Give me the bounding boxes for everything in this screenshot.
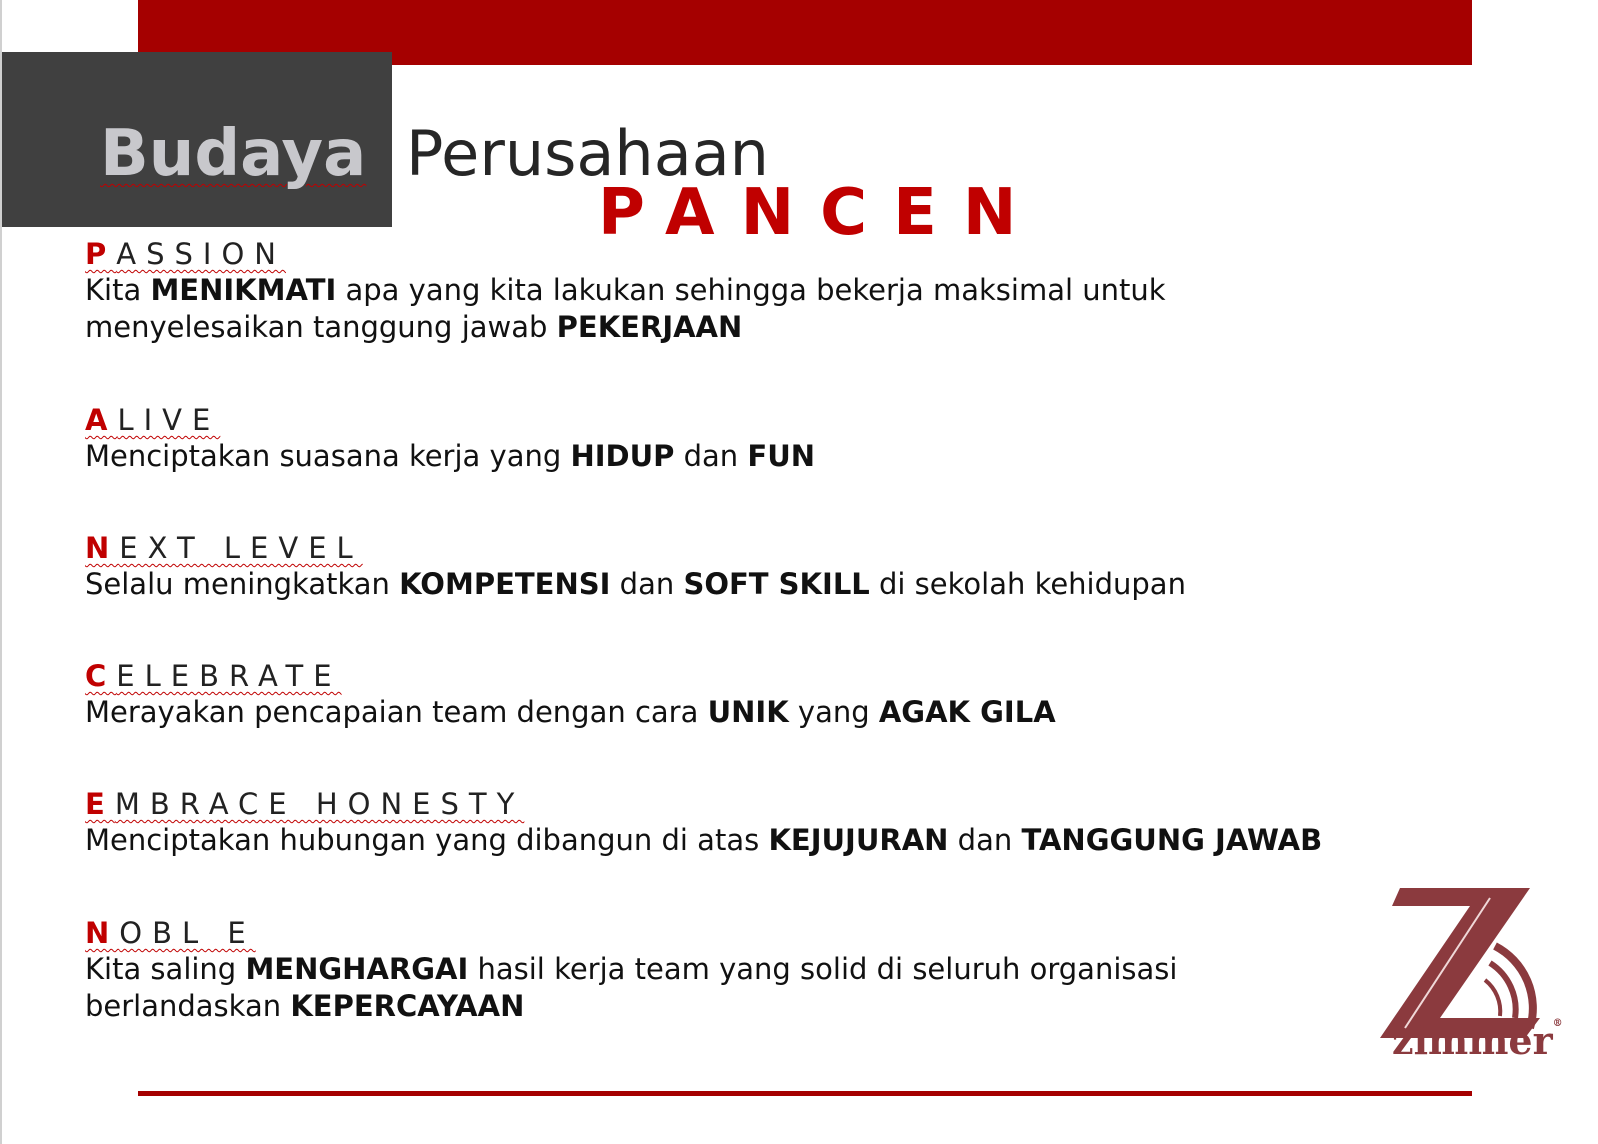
value-heading bbox=[85, 402, 815, 438]
value-heading-rest: ELEBRATE bbox=[116, 659, 342, 693]
value-initial: P bbox=[85, 237, 117, 271]
description-text: dan bbox=[610, 567, 684, 601]
value-initial: A bbox=[85, 403, 118, 437]
description-text: yang bbox=[788, 695, 879, 729]
description-text: apa yang kita lakukan sehingga bekerja maksimal untuk bbox=[336, 273, 1166, 307]
zimmer-logo-text: zimmer® bbox=[1392, 1018, 1563, 1063]
description-text: dan bbox=[948, 823, 1022, 857]
emphasis-text: MENIKMATI bbox=[150, 273, 337, 307]
value-initial: N bbox=[85, 916, 120, 950]
emphasis-text: SOFT SKILL bbox=[683, 567, 870, 601]
value-heading-rest: OBL E bbox=[119, 916, 256, 950]
description-text: hasil kerja team yang solid di seluruh organisasi bbox=[468, 952, 1178, 986]
description-text: berlandaskan bbox=[85, 989, 291, 1023]
value-item bbox=[85, 658, 1056, 731]
value-heading bbox=[85, 236, 1166, 272]
emphasis-text: KEPERCAYAAN bbox=[290, 989, 525, 1023]
description-text: Kita bbox=[85, 273, 151, 307]
value-item bbox=[85, 530, 1186, 603]
value-description bbox=[85, 951, 1177, 1025]
emphasis-text: HIDUP bbox=[570, 439, 675, 473]
value-heading bbox=[85, 786, 1322, 822]
description-text: dan bbox=[674, 439, 748, 473]
value-heading-rest: MBRACE HONESTY bbox=[114, 787, 525, 821]
value-heading-rest: LIVE bbox=[117, 403, 221, 437]
description-text: Merayakan pencapaian team dengan cara bbox=[85, 695, 708, 729]
description-text: Kita saling bbox=[85, 952, 246, 986]
description-text: Menciptakan hubungan yang dibangun di atas bbox=[85, 823, 769, 857]
value-initial: C bbox=[85, 659, 117, 693]
emphasis-text: PEKERJAAN bbox=[556, 310, 743, 344]
emphasis-text: UNIK bbox=[707, 695, 789, 729]
value-item bbox=[85, 236, 1166, 346]
title-light: Perusahaan bbox=[406, 117, 769, 190]
value-description bbox=[85, 822, 1322, 859]
emphasis-text: TANGGUNG JAWAB bbox=[1021, 823, 1323, 857]
emphasis-text: AGAK GILA bbox=[878, 695, 1056, 729]
value-heading bbox=[85, 915, 1177, 951]
value-item bbox=[85, 786, 1322, 859]
title-bold: Budaya bbox=[100, 117, 367, 191]
value-heading bbox=[85, 530, 1186, 566]
value-description bbox=[85, 694, 1056, 731]
description-text: Menciptakan suasana kerja yang bbox=[85, 439, 571, 473]
value-heading-rest: EXT LEVEL bbox=[119, 531, 363, 565]
value-heading bbox=[85, 658, 1056, 694]
emphasis-text: KEJUJURAN bbox=[768, 823, 949, 857]
emphasis-text: FUN bbox=[747, 439, 816, 473]
description-text: Selalu meningkatkan bbox=[85, 567, 400, 601]
value-item bbox=[85, 402, 815, 475]
value-description bbox=[85, 272, 1166, 346]
value-initial: E bbox=[85, 787, 115, 821]
emphasis-text: KOMPETENSI bbox=[399, 567, 611, 601]
acronym-title: PANCEN bbox=[598, 176, 1043, 250]
emphasis-text: MENGHARGAI bbox=[245, 952, 469, 986]
value-item bbox=[85, 915, 1177, 1025]
value-description bbox=[85, 438, 815, 475]
description-text: menyelesaikan tanggung jawab bbox=[85, 310, 557, 344]
description-text: di sekolah kehidupan bbox=[869, 567, 1186, 601]
value-initial: N bbox=[85, 531, 120, 565]
value-description bbox=[85, 566, 1186, 603]
value-heading-rest: ASSION bbox=[116, 237, 286, 271]
bottom-accent-line bbox=[138, 1091, 1472, 1096]
